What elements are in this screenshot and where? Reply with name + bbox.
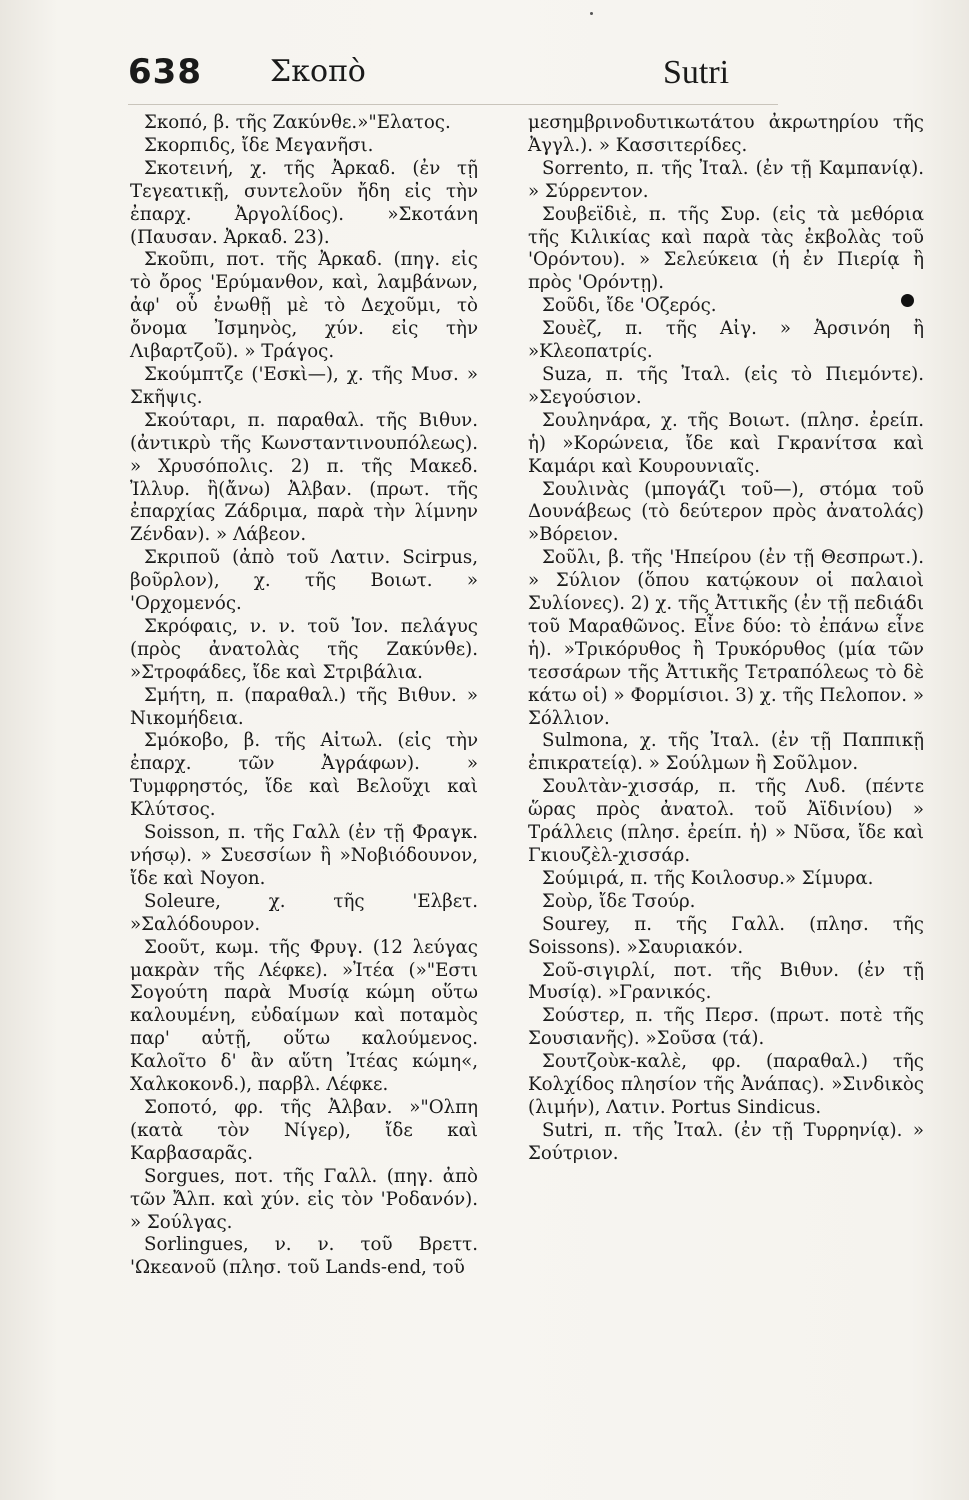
dictionary-entry: Σούστερ, π. τῆς Περσ. (πρωτ. ποτὲ τῆς Σουσιανῆς). »Σοῦσα (τά). — [528, 1005, 924, 1050]
dictionary-entry: Soisson, π. τῆς Γαλλ (ἐν τῇ Φραγκ. νήσῳ). » Συεσσίων ἢ »Νοβιόδουνον, ἴδε καὶ Noyon. — [130, 822, 478, 889]
page-number: 638 — [128, 52, 202, 92]
dictionary-entry: Soleure, χ. τῆς 'Ελβετ. »Σαλόδουρον. — [130, 890, 478, 935]
header-left-catchword: Σκοπὸ — [270, 54, 366, 89]
left-column — [130, 112, 478, 1280]
header-divider — [128, 104, 778, 105]
dictionary-entry: Σοοῦτ, κωμ. τῆς Φρυγ. (12 λεύγας μακρὰν τῆς Λέφκε). »Ἰτέα (»"Εστι Σογούτη παρὰ Μυσίᾳ κώμη οὕτω καλουμένη, εὐδαίμων καὶ ποταμὸς παρ' αὐτῇ, οὕτω καλούμενος. Καλοῖτο δ' ἂν αὕτη Ἰτέας κώμη«, Χαλκοκονδ.), παρβλ. Λέφκε. — [130, 936, 478, 1096]
dictionary-entry: Σουληνάρα, χ. τῆς Βοιωτ. (πλησ. ἐρείπ. ἡ) »Κορώνεια, ἴδε καὶ Γκρανίτσα καὶ Καμάρι καὶ Κουρουνιαῖς. — [528, 409, 924, 477]
dictionary-entry: Sulmona, χ. τῆς Ἰταλ. (ἐν τῇ Παππικῇ ἐπικρατείᾳ). » Σούλμων ἢ Σοῦλμον. — [528, 730, 924, 775]
header-right-catchword: Sutri — [663, 54, 730, 91]
dictionary-entry: Σοποτό, φρ. τῆς Ἀλβαν. »"Ολπη (κατὰ τὸν Νίγερ), ἴδε καὶ Καρβασαρᾶς. — [130, 1096, 478, 1164]
dictionary-entry: Σκορπιδς, ἴδε Μεγανῆσι. — [144, 134, 374, 156]
dictionary-entry: Σκοτεινή, χ. τῆς Ἀρκαδ. (ἐν τῇ Τεγεατικῇ, συντελοῦν ἤδη εἰς τὴν ἐπαρχ. Ἀργολίδος). »Σκοτάνη (Παυσαν. Ἀρκαδ. 23). — [130, 157, 478, 248]
dictionary-entry: Σοὺρ, ἴδε Τσούρ. — [542, 890, 696, 912]
dictionary-entry: Sourey, π. τῆς Γαλλ. (πλησ. τῆς Soissons). »Σαυριακόν. — [528, 913, 924, 958]
print-speck — [590, 12, 593, 15]
dictionary-entry: Sutri, π. τῆς Ἰταλ. (ἐν τῇ Τυρρηνίᾳ). » Σούτριον. — [528, 1119, 924, 1164]
dictionary-entry: Sorrento, π. τῆς Ἰταλ. (ἐν τῇ Καμπανίᾳ). » Σύρρεντον. — [528, 157, 924, 202]
dictionary-entry: Σουβεϊδιὲ, π. τῆς Συρ. (εἰς τὰ μεθόρια τῆς Κιλικίας καὶ παρὰ τὰς ἐκβολὰς τοῦ 'Ορόντου). » Σελεύκεια (ἡ ἐν Πιερίᾳ ἢ πρὸς 'Ορόντῃ). — [528, 203, 924, 294]
dictionary-entry: Σοῦ-σιγιρλί, ποτ. τῆς Βιθυν. (ἐν τῇ Μυσίᾳ). »Γρανικός. — [528, 959, 924, 1004]
dictionary-entry: Σμήτη, π. (παραθαλ.) τῆς Βιθυν. » Νικομήδεια. — [130, 684, 478, 729]
dictionary-entry-continued: μεσημβρινοδυτικωτάτου ἀκρωτηρίου τῆς Ἀγγλ.). » Κασσιτερίδες. — [528, 112, 924, 156]
dictionary-entry: Σκριποῦ (ἀπὸ τοῦ Λατιν. Scirpus, βοῦρλον), χ. τῆς Βοιωτ. » 'Ορχομενός. — [130, 547, 478, 615]
dictionary-entry: Σκοπό, β. τῆς Ζακύνθε.»"Ελατος. — [144, 112, 451, 133]
dictionary-entry: Σκρόφαις, ν. ν. τοῦ Ἰον. πελάγυς (πρὸς ἀνατολὰς τῆς Ζακύνθε). »Στροφάδες, ἴδε καὶ Στριβάλια. — [130, 615, 478, 683]
running-header — [128, 52, 778, 102]
dictionary-entry: Σκούταρι, π. παραθαλ. τῆς Βιθυν. (ἀντικρὺ τῆς Κωνσταντινουπόλεως). » Χρυσόπολις. 2) π. τῆς Μακεδ. Ἰλλυρ. ἢ(ἄνω) Ἀλβαν. (πρωτ. τῆς ἐπαρχίας Ζάδριμα, παρὰ τὴν λίμνην Ζένδαν). » Λάβεον. — [130, 409, 478, 546]
dictionary-entry: Σοῦδι, ἴδε 'Οζερός. — [542, 295, 717, 317]
dictionary-entry: Σκοῦπι, ποτ. τῆς Ἀρκαδ. (πηγ. εἰς τὸ ὄρος 'Ερύμανθον, καὶ, λαμβάνων, ἀφ' οὗ ἐνωθῇ μὲ τὸ Δεχοῦμι, τὸ ὄνομα Ἰσμηνὸς, χύν. εἰς τὴν Λιβαρτζοῦ). » Τράγος. — [130, 249, 478, 363]
dictionary-entry: Sorlingues, ν. ν. τοῦ Βρεττ. 'Ωκεανοῦ (πλησ. τοῦ Lands-end, τοῦ — [130, 1234, 478, 1279]
dictionary-entry: Σμόκοβο, β. τῆς Αἰτωλ. (εἰς τὴν ἐπαρχ. τῶν Ἀγράφων). » Τυμφρηστός, ἴδε καὶ Βελοῦχι καὶ Κλύτσος. — [130, 730, 478, 821]
dictionary-entry: Σουὲζ, π. τῆς Αἰγ. » Ἀρσινόη ἢ »Κλεοπατρίς. — [528, 318, 924, 363]
right-column — [528, 112, 924, 1166]
dictionary-entry: Σουτζοὺκ-καλὲ, φρ. (παραθαλ.) τῆς Κολχίδος πλησίον τῆς Ἀνάπας). »Σινδικὸς (λιμήν), Λατιν. Portus Sindicus. — [528, 1051, 924, 1118]
dictionary-entry: Σούμιρά, π. τῆς Κοιλοσυρ.» Σίμυρα. — [542, 867, 874, 889]
dictionary-entry: Σκούμπτζε ('Εσκὶ—), χ. τῆς Μυσ. » Σκῆψις. — [130, 363, 478, 408]
dictionary-entry: Σοῦλι, β. τῆς 'Ηπείρου (ἐν τῇ Θεσπρωτ.). » Σύλιον (ὅπου κατῴκουν οἱ παλαιοὶ Συλίονες). 2) χ. τῆς Ἀττικῆς (ἐν τῇ πεδιάδι τοῦ Μαραθῶνος. Εἶνε δύο: τὸ ἐπάνω εἶνε ἡ). »Τρικόρυθος ἢ Τρυκόρυθος (μία τῶν τεσσάρων τῆς Ἀττικῆς Τετραπόλεως τὸ δὲ κάτω οἱ) » Φορμίσιοι. 3) χ. τῆς Πελοπον. » Σόλλιον. — [528, 547, 924, 729]
dictionary-entry: Σουλινὰς (μπογάζι τοῦ—), στόμα τοῦ Δουνάβεως (τὸ δεύτερον πρὸς ἀνατολάς) »Βόρειον. — [528, 478, 924, 546]
dictionary-entry: Suza, π. τῆς Ἰταλ. (εἰς τὸ Πιεμόντε). »Σεγούσιον. — [528, 363, 924, 408]
ink-blot-mark — [901, 294, 914, 307]
dictionary-entry: Sorgues, ποτ. τῆς Γαλλ. (πηγ. ἀπὸ τῶν Ἄλπ. καὶ χύν. εἰς τὸν 'Ροδανόν). » Σούλγας. — [130, 1165, 478, 1233]
dictionary-entry: Σουλτὰν-χισσάρ, π. τῆς Λυδ. (πέντε ὥρας πρὸς ἀνατολ. τοῦ Ἀϊδινίου) » Τράλλεις (πλησ. ἐρείπ. ἡ) » Νῦσα, ἴδε καὶ Γκιουζὲλ-χισσάρ. — [528, 776, 924, 866]
